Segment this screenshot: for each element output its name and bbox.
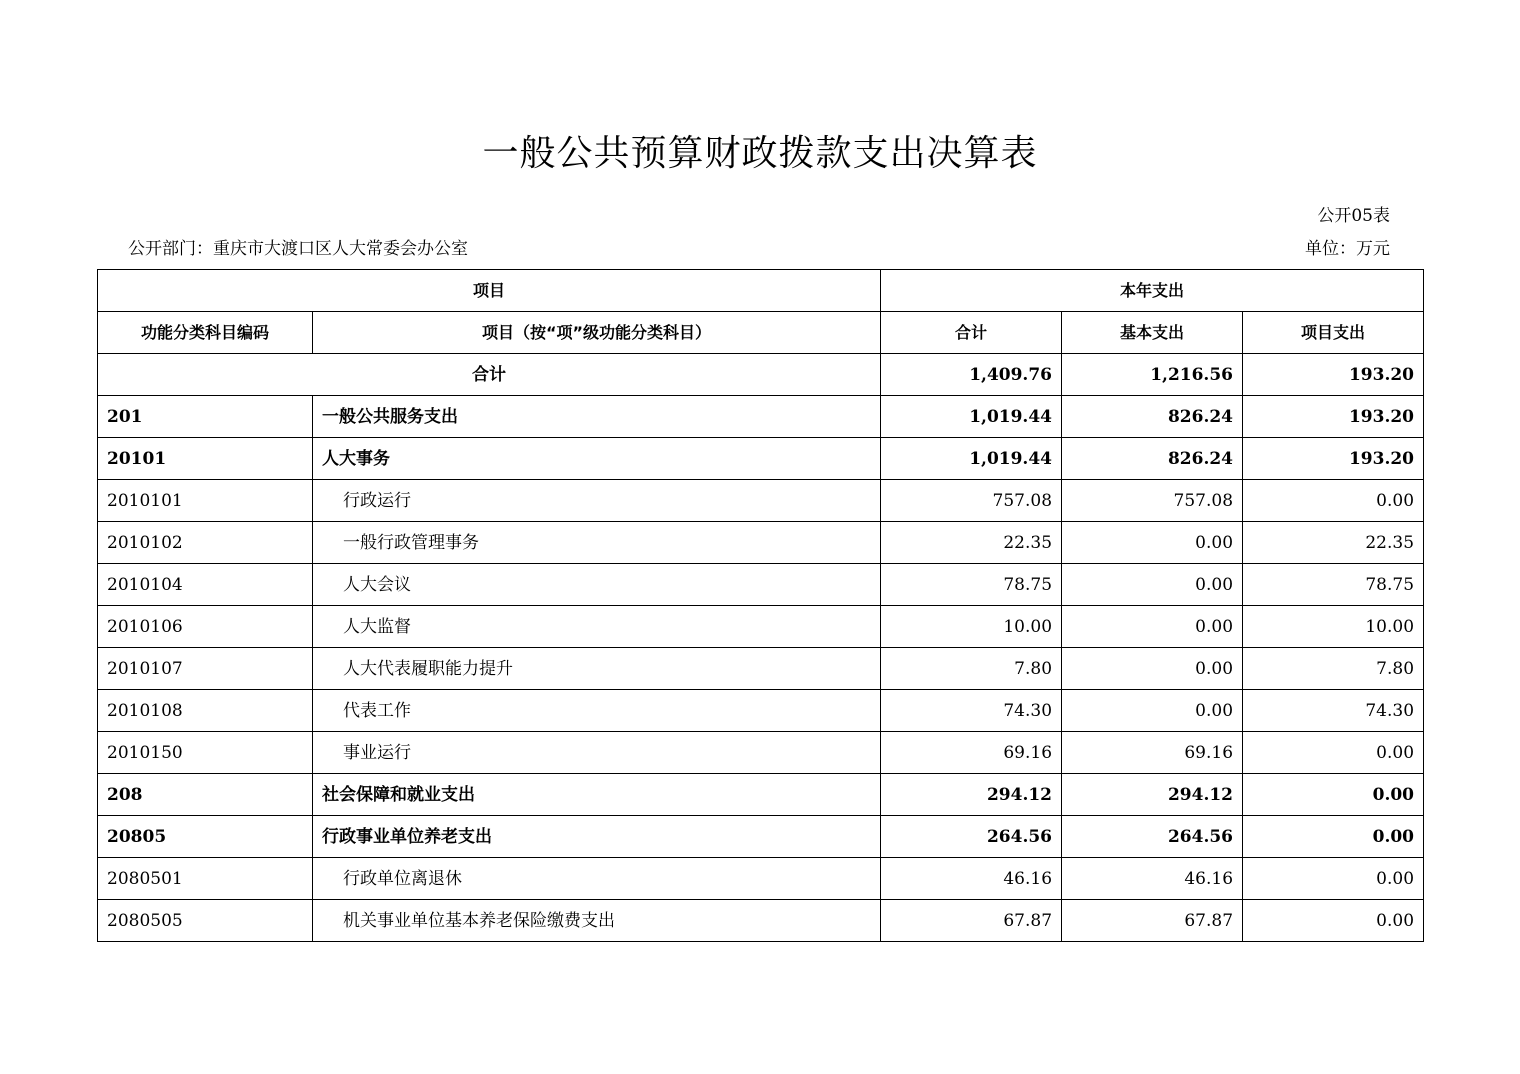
row-total: 46.16 xyxy=(881,858,1062,900)
table-row xyxy=(98,564,1424,606)
table-row xyxy=(98,774,1424,816)
row-name: 社会保障和就业支出 xyxy=(313,774,881,816)
unit-label: 单位：万元 xyxy=(1305,239,1390,259)
row-total: 7.80 xyxy=(881,648,1062,690)
row-project: 0.00 xyxy=(1243,816,1424,858)
row-basic: 0.00 xyxy=(1062,606,1243,648)
row-total: 757.08 xyxy=(881,480,1062,522)
row-total: 10.00 xyxy=(881,606,1062,648)
row-name: 人大监督 xyxy=(313,606,881,648)
row-project: 78.75 xyxy=(1243,564,1424,606)
row-project: 193.20 xyxy=(1243,396,1424,438)
row-total: 67.87 xyxy=(881,900,1062,942)
row-basic: 757.08 xyxy=(1062,480,1243,522)
row-basic: 69.16 xyxy=(1062,732,1243,774)
row-basic: 264.56 xyxy=(1062,816,1243,858)
row-project: 22.35 xyxy=(1243,522,1424,564)
row-total: 294.12 xyxy=(881,774,1062,816)
table-row xyxy=(98,438,1424,480)
row-total: 22.35 xyxy=(881,522,1062,564)
row-project: 7.80 xyxy=(1243,648,1424,690)
row-project: 0.00 xyxy=(1243,900,1424,942)
row-basic: 826.24 xyxy=(1062,438,1243,480)
row-total: 78.75 xyxy=(881,564,1062,606)
total-row-basic: 1,216.56 xyxy=(1062,354,1243,396)
table-row xyxy=(98,858,1424,900)
row-basic: 0.00 xyxy=(1062,648,1243,690)
total-row xyxy=(98,354,1424,396)
total-row-project: 193.20 xyxy=(1243,354,1424,396)
total-row-total: 1,409.76 xyxy=(881,354,1062,396)
table-row xyxy=(98,648,1424,690)
row-code: 208 xyxy=(98,774,313,816)
row-code: 20101 xyxy=(98,438,313,480)
row-total: 74.30 xyxy=(881,690,1062,732)
row-basic: 0.00 xyxy=(1062,690,1243,732)
row-code: 2080501 xyxy=(98,858,313,900)
row-name: 行政事业单位养老支出 xyxy=(313,816,881,858)
row-code: 2080505 xyxy=(98,900,313,942)
page-title: 一般公共预算财政拨款支出决算表 xyxy=(482,133,1038,174)
row-project: 193.20 xyxy=(1243,438,1424,480)
row-name: 人大代表履职能力提升 xyxy=(313,648,881,690)
table-row xyxy=(98,606,1424,648)
row-name: 行政运行 xyxy=(313,480,881,522)
row-project: 0.00 xyxy=(1243,480,1424,522)
header-code: 功能分类科目编码 xyxy=(98,312,313,354)
row-code: 2010106 xyxy=(98,606,313,648)
row-code: 2010101 xyxy=(98,480,313,522)
row-code: 201 xyxy=(98,396,313,438)
row-project: 0.00 xyxy=(1243,858,1424,900)
row-total: 1,019.44 xyxy=(881,438,1062,480)
row-project: 0.00 xyxy=(1243,774,1424,816)
department-label: 公开部门：重庆市大渡口区人大常委会办公室 xyxy=(128,239,468,259)
table-row xyxy=(98,396,1424,438)
row-basic: 826.24 xyxy=(1062,396,1243,438)
row-code: 2010150 xyxy=(98,732,313,774)
row-project: 10.00 xyxy=(1243,606,1424,648)
header-project-expense: 项目支出 xyxy=(1243,312,1424,354)
header-current-year: 本年支出 xyxy=(881,270,1424,312)
header-project: 项目 xyxy=(98,270,881,312)
row-total: 264.56 xyxy=(881,816,1062,858)
row-name: 代表工作 xyxy=(313,690,881,732)
table-row xyxy=(98,522,1424,564)
row-name: 事业运行 xyxy=(313,732,881,774)
row-code: 20805 xyxy=(98,816,313,858)
header-total: 合计 xyxy=(881,312,1062,354)
header-basic: 基本支出 xyxy=(1062,312,1243,354)
row-basic: 67.87 xyxy=(1062,900,1243,942)
row-basic: 0.00 xyxy=(1062,522,1243,564)
row-project: 0.00 xyxy=(1243,732,1424,774)
row-code: 2010102 xyxy=(98,522,313,564)
form-number: 公开05表 xyxy=(1317,206,1390,226)
table-row xyxy=(98,900,1424,942)
table-row xyxy=(98,690,1424,732)
table-row xyxy=(98,816,1424,858)
row-name: 行政单位离退休 xyxy=(313,858,881,900)
row-code: 2010104 xyxy=(98,564,313,606)
row-name: 机关事业单位基本养老保险缴费支出 xyxy=(313,900,881,942)
row-total: 1,019.44 xyxy=(881,396,1062,438)
row-basic: 294.12 xyxy=(1062,774,1243,816)
budget-table xyxy=(97,269,1424,942)
row-name: 一般公共服务支出 xyxy=(313,396,881,438)
table-row xyxy=(98,732,1424,774)
total-row-label: 合计 xyxy=(98,354,881,396)
row-project: 74.30 xyxy=(1243,690,1424,732)
row-name: 人大事务 xyxy=(313,438,881,480)
table-row xyxy=(98,480,1424,522)
row-code: 2010108 xyxy=(98,690,313,732)
row-basic: 0.00 xyxy=(1062,564,1243,606)
header-item: 项目（按“项”级功能分类科目） xyxy=(313,312,881,354)
row-name: 人大会议 xyxy=(313,564,881,606)
row-code: 2010107 xyxy=(98,648,313,690)
row-total: 69.16 xyxy=(881,732,1062,774)
row-basic: 46.16 xyxy=(1062,858,1243,900)
row-name: 一般行政管理事务 xyxy=(313,522,881,564)
